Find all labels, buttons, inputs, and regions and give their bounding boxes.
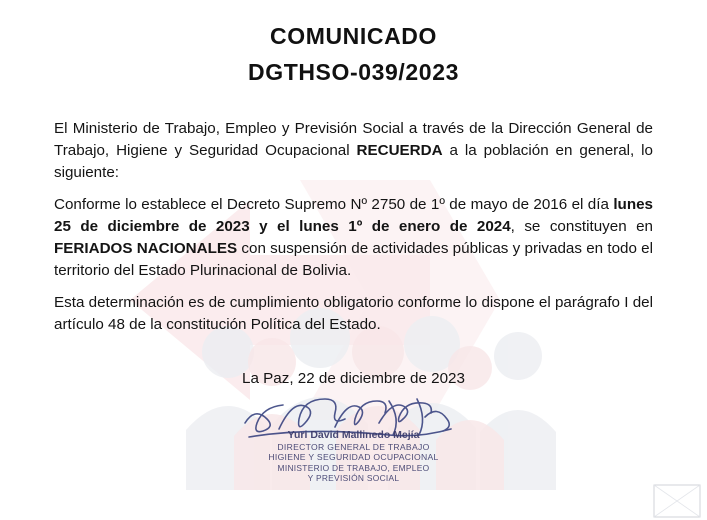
signature-caption xyxy=(204,429,504,483)
paragraph-1-text-a: El Ministerio de Trabajo, Empleo y Previsión Social a través de la Dirección General de Trabajo, Higiene y Seguridad Ocupacional xyxy=(54,119,653,159)
paragraph-1-emphasis: RECUERDA xyxy=(356,141,443,159)
paragraph-1 xyxy=(54,118,653,184)
paragraph-1-text-b: a la población en general, lo siguiente: xyxy=(54,141,653,181)
signatory-role-line-1: DIRECTOR GENERAL DE TRABAJO xyxy=(277,441,430,452)
corner-stamp-mark xyxy=(653,484,701,518)
signature-block xyxy=(54,393,653,489)
signatory-organization-line-2: Y PREVISIÓN SOCIAL xyxy=(307,473,400,484)
document-reference-number: DGTHSO-039/2023 xyxy=(248,58,459,85)
paragraph-3: Esta determinación es de cumplimiento obligatorio conforme lo dispone el parágrafo I del artículo 48 de la constitución Política del Estado. xyxy=(54,294,653,334)
paragraph-2 xyxy=(54,194,653,282)
paragraph-2-emphasis-holidays: FERIADOS NACIONALES xyxy=(54,239,238,257)
signatory-organization-line-1: MINISTERIO DE TRABAJO, EMPLEO xyxy=(277,462,430,473)
paragraph-2-text-b: , se constituyen en xyxy=(510,217,654,235)
paragraph-2-emphasis-dates: lunes 25 de diciembre de 2023 y el lunes 1º de enero de 2024 xyxy=(54,195,653,235)
paragraph-2-text-a: Conforme lo establece el Decreto Supremo Nº 2750 de 1º de mayo de 2016 el día xyxy=(54,195,614,213)
signatory-role-line-2: HIGIENE Y SEGURIDAD OCUPACIONAL xyxy=(268,452,439,463)
document-text xyxy=(54,118,653,336)
document-title-block xyxy=(54,22,653,88)
page-title: COMUNICADO xyxy=(270,23,437,49)
place-and-date: La Paz, 22 de diciembre de 2023 xyxy=(242,370,465,388)
signatory-name: Yuri David Mallinedo Mejía xyxy=(287,429,420,442)
paragraph-2-text-c: con suspensión de actividades públicas y privadas en todo el territorio del Estado Plurinacional de Bolivia. xyxy=(54,239,653,279)
